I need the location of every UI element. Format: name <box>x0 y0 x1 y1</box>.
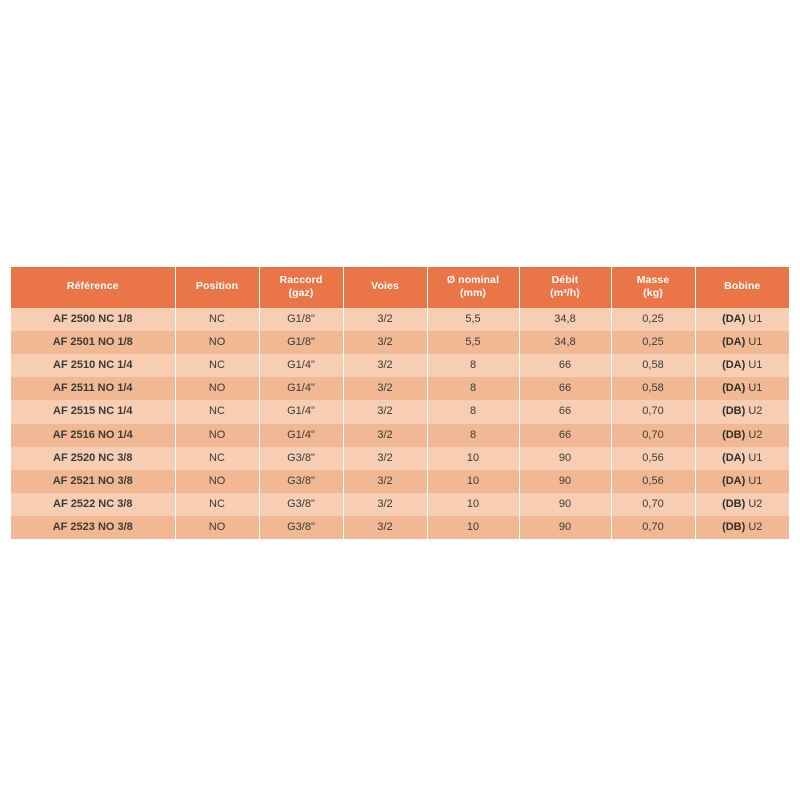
table-row <box>11 447 789 470</box>
cell-voies: 3/2 <box>343 354 427 377</box>
cell-raccord: G1/4" <box>259 424 343 447</box>
cell-debit: 90 <box>519 447 611 470</box>
cell-bobine <box>695 354 789 377</box>
cell-debit: 34,8 <box>519 308 611 331</box>
cell-raccord: G1/4" <box>259 377 343 400</box>
cell-position: NC <box>175 447 259 470</box>
cell-bobine-code: (DA) <box>722 474 746 487</box>
cell-debit: 66 <box>519 354 611 377</box>
spec-table <box>11 267 789 539</box>
cell-nominal: 10 <box>427 493 519 516</box>
cell-masse: 0,25 <box>611 331 695 354</box>
column-header-voies-line1: Voies <box>371 280 399 293</box>
column-header-masse-line1: Masse <box>636 274 670 286</box>
cell-bobine-suffix: U1 <box>745 312 763 325</box>
column-header-nominal <box>427 267 519 308</box>
cell-masse: 0,70 <box>611 424 695 447</box>
cell-debit: 66 <box>519 377 611 400</box>
table-body <box>11 308 789 540</box>
table-row <box>11 470 789 493</box>
cell-bobine-code: (DA) <box>722 358 746 371</box>
cell-bobine-code: (DB) <box>722 428 746 441</box>
cell-bobine <box>695 377 789 400</box>
cell-nominal: 8 <box>427 400 519 423</box>
cell-reference: AF 2520 NC 3/8 <box>11 447 175 470</box>
cell-position: NO <box>175 516 259 539</box>
cell-debit: 90 <box>519 493 611 516</box>
cell-masse: 0,70 <box>611 493 695 516</box>
cell-reference: AF 2522 NC 3/8 <box>11 493 175 516</box>
cell-position: NO <box>175 377 259 400</box>
cell-raccord: G1/8" <box>259 331 343 354</box>
cell-raccord: G3/8" <box>259 493 343 516</box>
cell-bobine-suffix: U1 <box>745 358 763 371</box>
cell-nominal: 10 <box>427 447 519 470</box>
cell-bobine-code: (DA) <box>722 312 746 325</box>
column-header-raccord-line2: (gaz) <box>288 286 314 299</box>
cell-position: NO <box>175 424 259 447</box>
cell-masse: 0,56 <box>611 447 695 470</box>
cell-bobine-code: (DA) <box>722 382 746 395</box>
cell-bobine <box>695 493 789 516</box>
cell-bobine-code: (DA) <box>722 451 746 464</box>
cell-reference: AF 2501 NO 1/8 <box>11 331 175 354</box>
cell-bobine <box>695 470 789 493</box>
cell-position: NC <box>175 400 259 423</box>
cell-raccord: G1/4" <box>259 354 343 377</box>
cell-bobine <box>695 424 789 447</box>
column-header-debit-line1: Débit <box>551 274 579 286</box>
table-header-row <box>11 267 789 308</box>
cell-raccord: G1/8" <box>259 308 343 331</box>
cell-raccord: G3/8" <box>259 470 343 493</box>
cell-masse: 0,70 <box>611 516 695 539</box>
cell-reference: AF 2523 NO 3/8 <box>11 516 175 539</box>
table-row <box>11 493 789 516</box>
cell-bobine <box>695 400 789 423</box>
cell-raccord: G3/8" <box>259 447 343 470</box>
cell-voies: 3/2 <box>343 331 427 354</box>
cell-bobine-suffix: U1 <box>745 382 763 395</box>
cell-bobine-code: (DB) <box>722 521 746 534</box>
cell-nominal: 8 <box>427 377 519 400</box>
cell-position: NO <box>175 470 259 493</box>
cell-raccord: G3/8" <box>259 516 343 539</box>
cell-bobine <box>695 516 789 539</box>
column-header-bobine-line1: Bobine <box>724 280 761 293</box>
cell-reference: AF 2521 NO 3/8 <box>11 470 175 493</box>
cell-position: NC <box>175 493 259 516</box>
cell-bobine-suffix: U1 <box>745 335 763 348</box>
cell-nominal: 5,5 <box>427 331 519 354</box>
table-row <box>11 354 789 377</box>
cell-voies: 3/2 <box>343 400 427 423</box>
cell-voies: 3/2 <box>343 493 427 516</box>
column-header-masse-line2: (kg) <box>643 286 663 299</box>
spec-table-container <box>11 267 789 539</box>
cell-debit: 90 <box>519 516 611 539</box>
cell-bobine-suffix: U2 <box>745 405 763 418</box>
table-row <box>11 424 789 447</box>
cell-reference: AF 2500 NC 1/8 <box>11 308 175 331</box>
cell-voies: 3/2 <box>343 516 427 539</box>
column-header-raccord-line1: Raccord <box>279 274 323 286</box>
cell-nominal: 5,5 <box>427 308 519 331</box>
cell-nominal: 8 <box>427 354 519 377</box>
cell-bobine-code: (DB) <box>722 498 746 511</box>
cell-raccord: G1/4" <box>259 400 343 423</box>
cell-nominal: 10 <box>427 470 519 493</box>
column-header-position <box>175 267 259 308</box>
column-header-position-line1: Position <box>195 280 239 293</box>
cell-bobine <box>695 447 789 470</box>
cell-bobine-suffix: U2 <box>745 428 763 441</box>
cell-bobine-suffix: U1 <box>745 451 763 464</box>
cell-voies: 3/2 <box>343 424 427 447</box>
cell-debit: 34,8 <box>519 331 611 354</box>
cell-voies: 3/2 <box>343 447 427 470</box>
column-header-masse <box>611 267 695 308</box>
cell-position: NO <box>175 331 259 354</box>
table-row <box>11 400 789 423</box>
cell-bobine-suffix: U2 <box>745 521 763 534</box>
cell-reference: AF 2515 NC 1/4 <box>11 400 175 423</box>
cell-masse: 0,56 <box>611 470 695 493</box>
table-row <box>11 331 789 354</box>
cell-voies: 3/2 <box>343 470 427 493</box>
table-row <box>11 308 789 331</box>
cell-masse: 0,70 <box>611 400 695 423</box>
cell-bobine-suffix: U1 <box>745 474 763 487</box>
cell-bobine-suffix: U2 <box>745 498 763 511</box>
column-header-reference-line1: Référence <box>66 280 119 293</box>
cell-nominal: 10 <box>427 516 519 539</box>
cell-voies: 3/2 <box>343 377 427 400</box>
cell-debit: 66 <box>519 424 611 447</box>
table-row <box>11 377 789 400</box>
cell-masse: 0,58 <box>611 377 695 400</box>
column-header-debit-line2: (m³/h) <box>550 286 580 299</box>
cell-bobine <box>695 331 789 354</box>
column-header-reference <box>11 267 175 308</box>
cell-position: NC <box>175 354 259 377</box>
column-header-bobine <box>695 267 789 308</box>
cell-bobine-code: (DA) <box>722 335 746 348</box>
cell-nominal: 8 <box>427 424 519 447</box>
cell-debit: 90 <box>519 470 611 493</box>
cell-debit: 66 <box>519 400 611 423</box>
cell-reference: AF 2510 NC 1/4 <box>11 354 175 377</box>
cell-reference: AF 2516 NO 1/4 <box>11 424 175 447</box>
cell-bobine-code: (DB) <box>722 405 746 418</box>
column-header-nominal-line2: (mm) <box>459 286 487 299</box>
column-header-debit <box>519 267 611 308</box>
cell-position: NC <box>175 308 259 331</box>
cell-reference: AF 2511 NO 1/4 <box>11 377 175 400</box>
cell-bobine <box>695 308 789 331</box>
column-header-voies <box>343 267 427 308</box>
column-header-raccord <box>259 267 343 308</box>
cell-masse: 0,25 <box>611 308 695 331</box>
cell-voies: 3/2 <box>343 308 427 331</box>
table-row <box>11 516 789 539</box>
column-header-nominal-line1: Ø nominal <box>446 274 500 286</box>
cell-masse: 0,58 <box>611 354 695 377</box>
